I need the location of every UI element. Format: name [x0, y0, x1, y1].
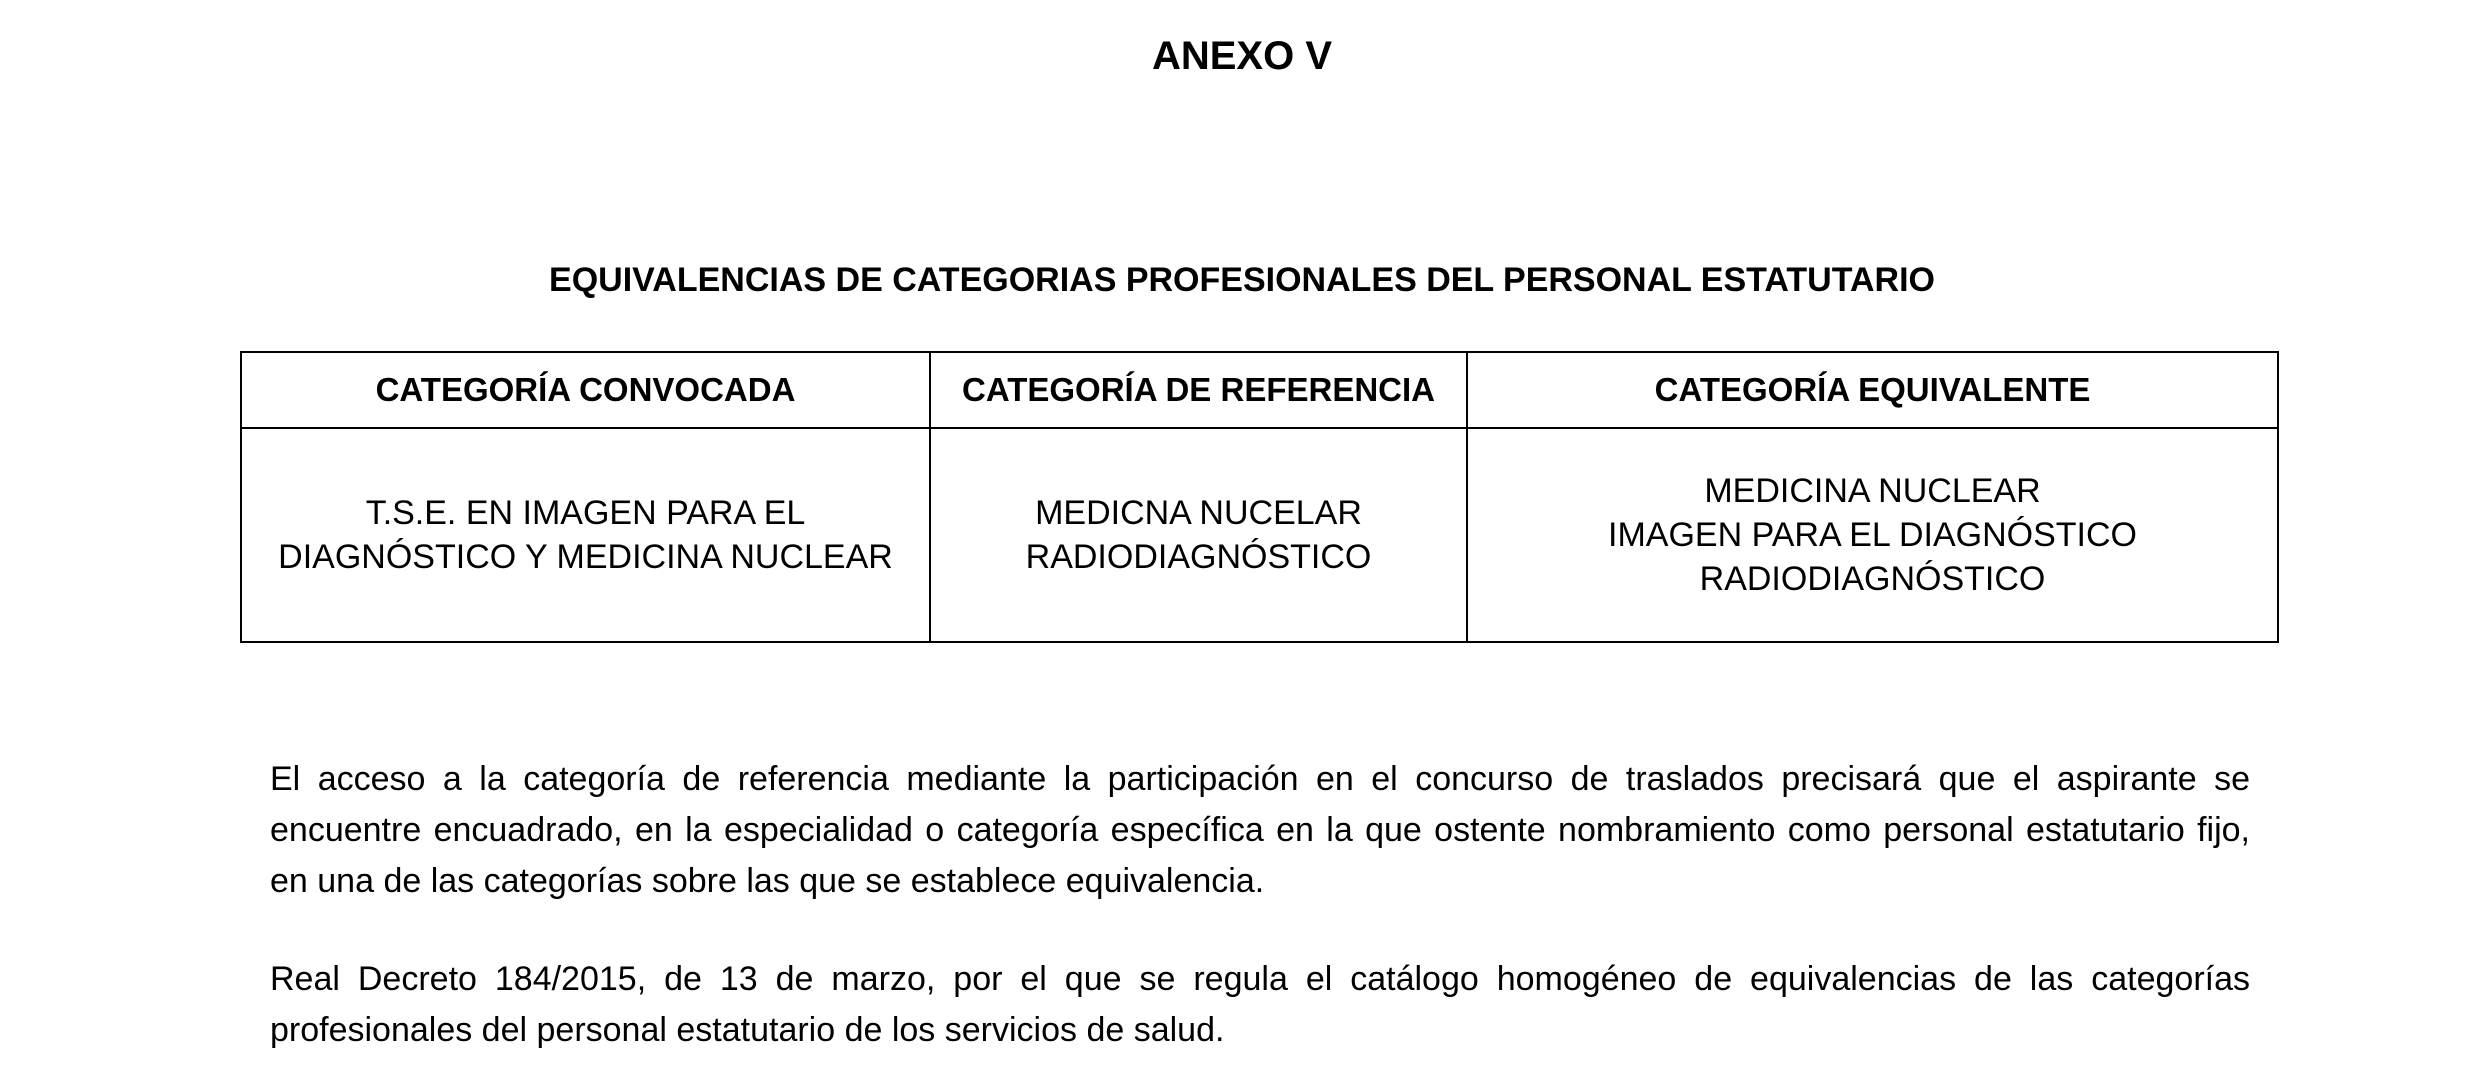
- cell-line: DIAGNÓSTICO Y MEDICINA NUCLEAR: [278, 538, 893, 576]
- header-categoria-equivalente: CATEGORÍA EQUIVALENTE: [1467, 352, 2278, 428]
- header-categoria-convocada: CATEGORÍA CONVOCADA: [241, 352, 930, 428]
- cell-line: MEDICNA NUCELAR: [1035, 494, 1362, 532]
- cell-line: RADIODIAGNÓSTICO: [1699, 560, 2046, 598]
- cell-line: IMAGEN PARA EL DIAGNÓSTICO: [1608, 516, 2137, 554]
- cell-categoria-equivalente: [1467, 428, 2278, 642]
- table-title: EQUIVALENCIAS DE CATEGORIAS PROFESIONALES DEL PERSONAL ESTATUTARIO: [549, 261, 1935, 299]
- equivalences-table: [240, 351, 2279, 643]
- cell-line: T.S.E. EN IMAGEN PARA EL: [365, 494, 806, 532]
- cell-categoria-referencia: [930, 428, 1467, 642]
- table-row: [241, 428, 2278, 642]
- cell-categoria-convocada: [241, 428, 930, 642]
- table-header-row: [241, 352, 2278, 428]
- access-paragraph: El acceso a la categoría de referencia mediante la participación en el concurso de traslados precisará que el aspirante se encuentre encuadrado, en la especialidad o categoría específica en la que ostente nombramiento como personal estatutario fijo, en una de las categorías sobre las que se establece equivalencia.: [270, 760, 2250, 900]
- annex-title: ANEXO V: [1151, 34, 1333, 78]
- decree-reference-paragraph: Real Decreto 184/2015, de 13 de marzo, por el que se regula el catálogo homogéneo de equivalencias de las categorías profesionales del personal estatutario de los servicios de salud.: [270, 960, 2250, 1049]
- header-categoria-referencia: CATEGORÍA DE REFERENCIA: [930, 352, 1467, 428]
- cell-line: RADIODIAGNÓSTICO: [1025, 538, 1372, 576]
- cell-line: MEDICINA NUCLEAR: [1704, 472, 2041, 510]
